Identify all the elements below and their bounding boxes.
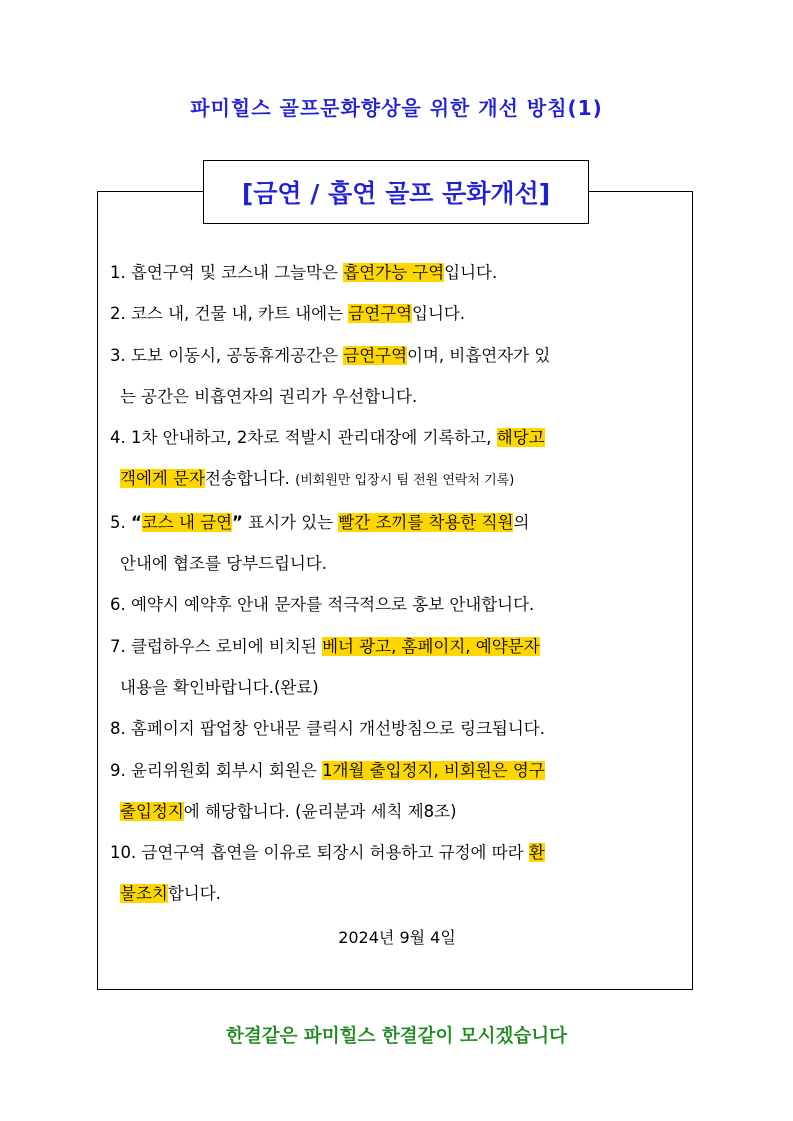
item-text: 표시가 있는 [242, 512, 339, 532]
list-item-7 [110, 626, 684, 709]
item-text: 10. 금연구역 흡연을 이유로 퇴장시 허용하고 규정에 따라 [110, 843, 529, 863]
highlight: 불조치 [120, 884, 168, 904]
item-text: 입니다. [444, 263, 498, 282]
highlight: 베너 광고, 홈페이지, 예약문자 [322, 636, 540, 656]
item-text: 3. 도보 이동시, 공동휴게공간은 [110, 345, 344, 365]
list-item-5 [110, 502, 684, 585]
list-item-2 [110, 293, 684, 334]
item-text: 합니다. [167, 884, 221, 904]
item-text: 4. 1차 안내하고, 2차로 적발시 관리대장에 기록하고, [110, 428, 497, 448]
list-item-9 [110, 750, 684, 833]
highlight: 흡연가능 구역 [343, 263, 445, 282]
highlight: 1개월 출입정지, 비회원은 영구 [322, 760, 545, 780]
item-continuation: 내용을 확인바랍니다.(완료) [120, 677, 319, 697]
highlight: 출입정지 [120, 801, 184, 821]
item-continuation: 안내에 협조를 당부드립니다. [120, 554, 328, 574]
item-text: 6. 예약시 예약후 안내 문자를 적극적으로 홍보 안내합니다. [110, 595, 535, 615]
list-item-6 [110, 584, 684, 625]
notice-content [110, 252, 684, 974]
item-text: 이며, 비흡연자가 있 [407, 345, 551, 365]
item-text: 에 해당합니다. (윤리분과 세칙 제8조) [183, 801, 457, 821]
item-text: 5. [110, 512, 131, 532]
highlight: 금연구역 [343, 345, 408, 365]
footer-slogan: 한결같은 파미힐스 한결같이 모시겠습니다 [225, 1026, 567, 1047]
item-continuation: 는 공간은 비흡연자의 권리가 우선합니다. [120, 386, 418, 406]
highlight: 코스 내 금연 [141, 512, 233, 532]
item-continuation [110, 458, 684, 501]
list-item-3 [110, 335, 684, 418]
list-item-1 [110, 252, 684, 293]
item-text: 8. 홈페이지 팝업창 안내문 클릭시 개선방침으로 링크됩니다. [110, 719, 545, 739]
item-text: 입니다. [412, 304, 466, 324]
item-text: 2. 코스 내, 건물 내, 카트 내에는 [110, 304, 349, 324]
list-item-4 [110, 417, 684, 502]
highlight: 환 [528, 843, 545, 863]
box-title: [금연 / 흡연 골프 문화개선] [203, 160, 589, 224]
highlight: 빨간 조끼를 착용한 직원 [338, 512, 514, 532]
close-quote: ” [232, 512, 243, 532]
highlight: 객에게 문자 [120, 469, 205, 489]
list-item-10 [110, 832, 684, 915]
item-continuation [110, 873, 684, 914]
item-continuation [110, 791, 684, 832]
item-text: 의 [513, 512, 530, 532]
highlight: 금연구역 [348, 304, 413, 324]
item-text: 1. 흡연구역 및 코스내 그늘막은 [110, 263, 344, 282]
notice-date: 2024년 9월 4일 [338, 927, 456, 947]
highlight: 해당고 [496, 428, 545, 448]
item-text: 전송합니다. [204, 469, 296, 489]
item-note: (비회원만 입장시 팀 전원 연락처 기록) [295, 473, 515, 489]
list-item-8 [110, 708, 684, 749]
item-text: 7. 클럽하우스 로비에 비치된 [110, 636, 323, 656]
page-title: 파미힐스 골프문화향상을 위한 개선 방침(1) [190, 96, 603, 120]
item-text: 9. 윤리위원회 회부시 회원은 [110, 760, 323, 780]
open-quote: “ [131, 512, 142, 532]
